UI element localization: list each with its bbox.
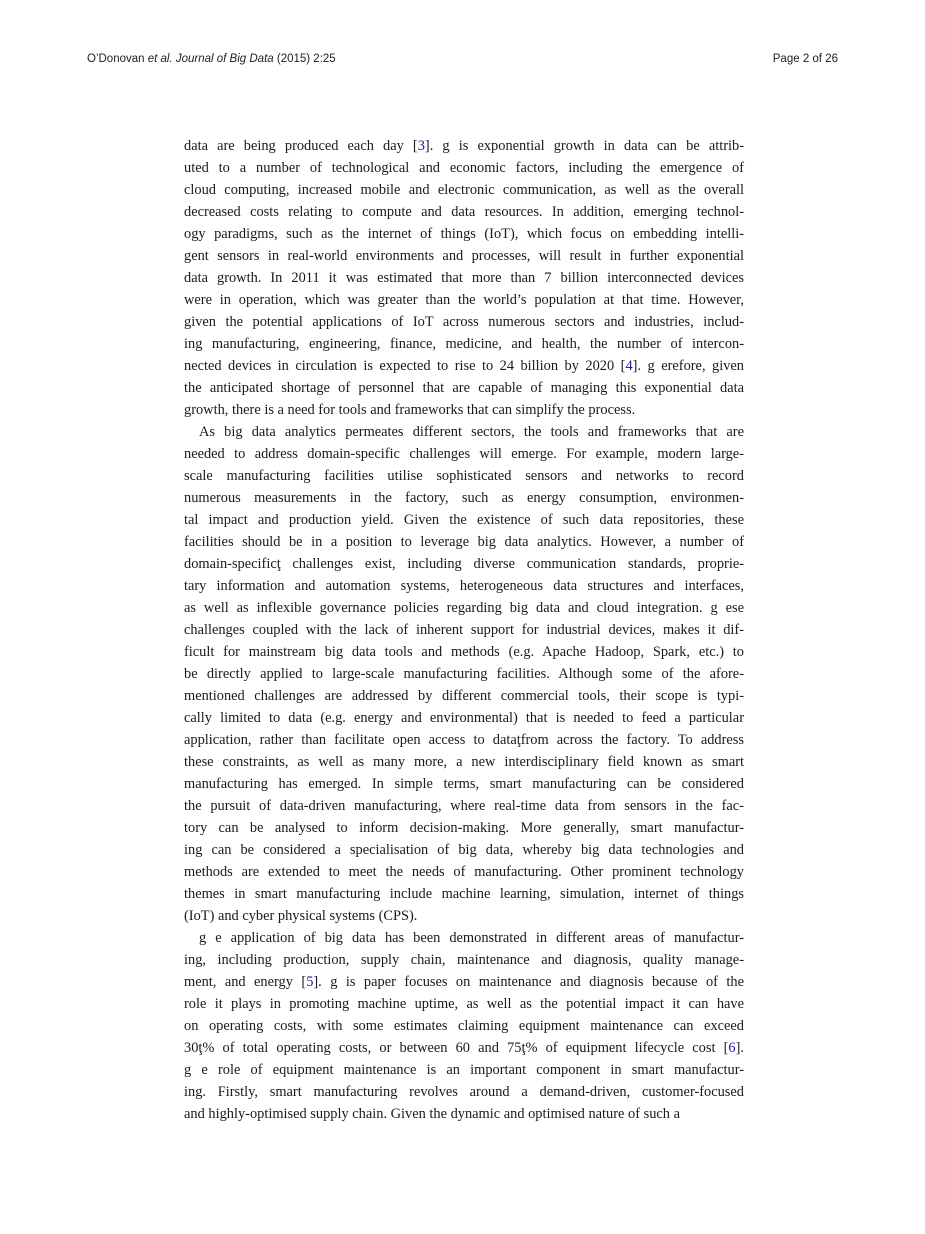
body-text (184, 135, 744, 1125)
text-line: manufacturing has emerged. In simple terms, smart manufacturing can be considered (184, 776, 744, 792)
text-line: themes in smart manufacturing include machine learning, simulation, internet of things (184, 886, 744, 902)
text-line: ing, including production, supply chain, maintenance and diagnosis, quality manage- (184, 952, 744, 968)
text-line: decreased costs relating to compute and data resources. In addition, emerging technol- (184, 204, 744, 220)
text-line: g e role of equipment maintenance is an important component in smart manufactur- (184, 1062, 744, 1078)
text-line: ficult for mainstream big data tools and methods (e.g. Apache Hadoop, Spark, etc.) to (184, 644, 744, 660)
header-journal: et al. Journal of Big Data (147, 53, 274, 65)
text-line: were in operation, which was greater than the world’s population at that time. However, (184, 292, 744, 308)
header-author: O’Donovan (87, 53, 148, 65)
text-line: as well as inflexible governance policies regarding big data and cloud integration. g ese (184, 600, 744, 616)
citation-header (87, 53, 336, 65)
text-line: As big data analytics permeates different sectors, the tools and frameworks that are (199, 424, 744, 440)
text-line: ogy paradigms, such as the internet of things (IoT), which focus on embedding intelli- (184, 226, 744, 242)
text-line: numerous measurements in the factory, such as energy consumption, environmen- (184, 490, 744, 506)
citation-link[interactable]: 3 (417, 138, 425, 154)
text-line: these constraints, as well as many more, a new interdisciplinary field known as smart (184, 754, 744, 770)
text-line: cloud computing, increased mobile and electronic communication, as well as the overall (184, 182, 744, 198)
text-line: data are being produced each day [3]. g is exponential growth in data can be attrib- (184, 138, 744, 154)
text-line: data growth. In 2011 it was estimated that more than 7 billion interconnected devices (184, 270, 744, 286)
text-line: scale manufacturing facilities utilise sophisticated sensors and networks to record (184, 468, 744, 484)
page-number: Page 2 of 26 (772, 53, 838, 65)
text-line: 30ţ% of total operating costs, or between 60 and 75ţ% of equipment lifecycle cost [6]. (184, 1040, 744, 1056)
text-line: cally limited to data (e.g. energy and environmental) that is needed to feed a particular (184, 710, 744, 726)
text-line: g e application of big data has been demonstrated in different areas of manufactur- (199, 930, 744, 946)
header-volume: (2015) 2:25 (273, 53, 336, 65)
text-line: ing. Firstly, smart manufacturing revolves around a demand-driven, customer-focused (184, 1084, 744, 1100)
text-line: role it plays in promoting machine uptime, as well as the potential impact it can have (184, 996, 744, 1012)
text-line: (IoT) and cyber physical systems (CPS). (184, 908, 418, 924)
text-line: tary information and automation systems, heterogeneous data structures and interfaces, (184, 578, 744, 594)
citation-link[interactable]: 4 (625, 358, 633, 374)
running-header (87, 53, 838, 65)
text-line: gent sensors in real-world environments and processes, will result in further exponential (184, 248, 744, 264)
text-line: mentioned challenges are addressed by different commercial tools, their scope is typi- (184, 688, 744, 704)
text-line: tory can be analysed to inform decision-making. More generally, smart manufactur- (184, 820, 744, 836)
text-line: methods are extended to meet the needs of manufacturing. Other prominent technology (184, 864, 744, 880)
text-line: tal impact and production yield. Given the existence of such data repositories, these (184, 512, 744, 528)
text-line: uted to a number of technological and economic factors, including the emergence of (184, 160, 744, 176)
text-line: and highly-optimised supply chain. Given the dynamic and optimised nature of such a (184, 1106, 680, 1122)
text-line: needed to address domain-specific challenges will emerge. For example, modern large- (184, 446, 744, 462)
citation-link[interactable]: 5 (306, 974, 314, 990)
citation-link[interactable]: 6 (728, 1040, 736, 1056)
text-line: facilities should be in a position to leverage big data analytics. However, a number of (184, 534, 744, 550)
text-line: ing can be considered a specialisation of big data, whereby big data technologies and (184, 842, 744, 858)
paragraph (184, 421, 744, 927)
text-line: be directly applied to large-scale manufacturing facilities. Although some of the afore- (184, 666, 744, 682)
text-line: on operating costs, with some estimates claiming equipment maintenance can exceed (184, 1018, 744, 1034)
text-line: growth, there is a need for tools and frameworks that can simplify the process. (184, 402, 636, 418)
text-line: domain-specificţ challenges exist, including diverse communication standards, proprie- (184, 556, 744, 572)
text-line: the anticipated shortage of personnel that are capable of managing this exponential data (184, 380, 744, 396)
text-line: nected devices in circulation is expected to rise to 24 billion by 2020 [4]. g erefore, given (184, 358, 744, 374)
text-line: the pursuit of data-driven manufacturing, where real-time data from sensors in the fac- (184, 798, 744, 814)
text-line: given the potential applications of IoT across numerous sectors and industries, includ- (184, 314, 744, 330)
text-line: ment, and energy [5]. g is paper focuses on maintenance and diagnosis because of the (184, 974, 744, 990)
text-line: ing manufacturing, engineering, finance, medicine, and health, the number of intercon- (184, 336, 744, 352)
text-line: application, rather than facilitate open access to dataţfrom across the factory. To address (184, 732, 744, 748)
text-line: challenges coupled with the lack of inherent support for industrial devices, makes it dif- (184, 622, 744, 638)
paragraph (184, 135, 744, 421)
paragraph (184, 927, 744, 1125)
